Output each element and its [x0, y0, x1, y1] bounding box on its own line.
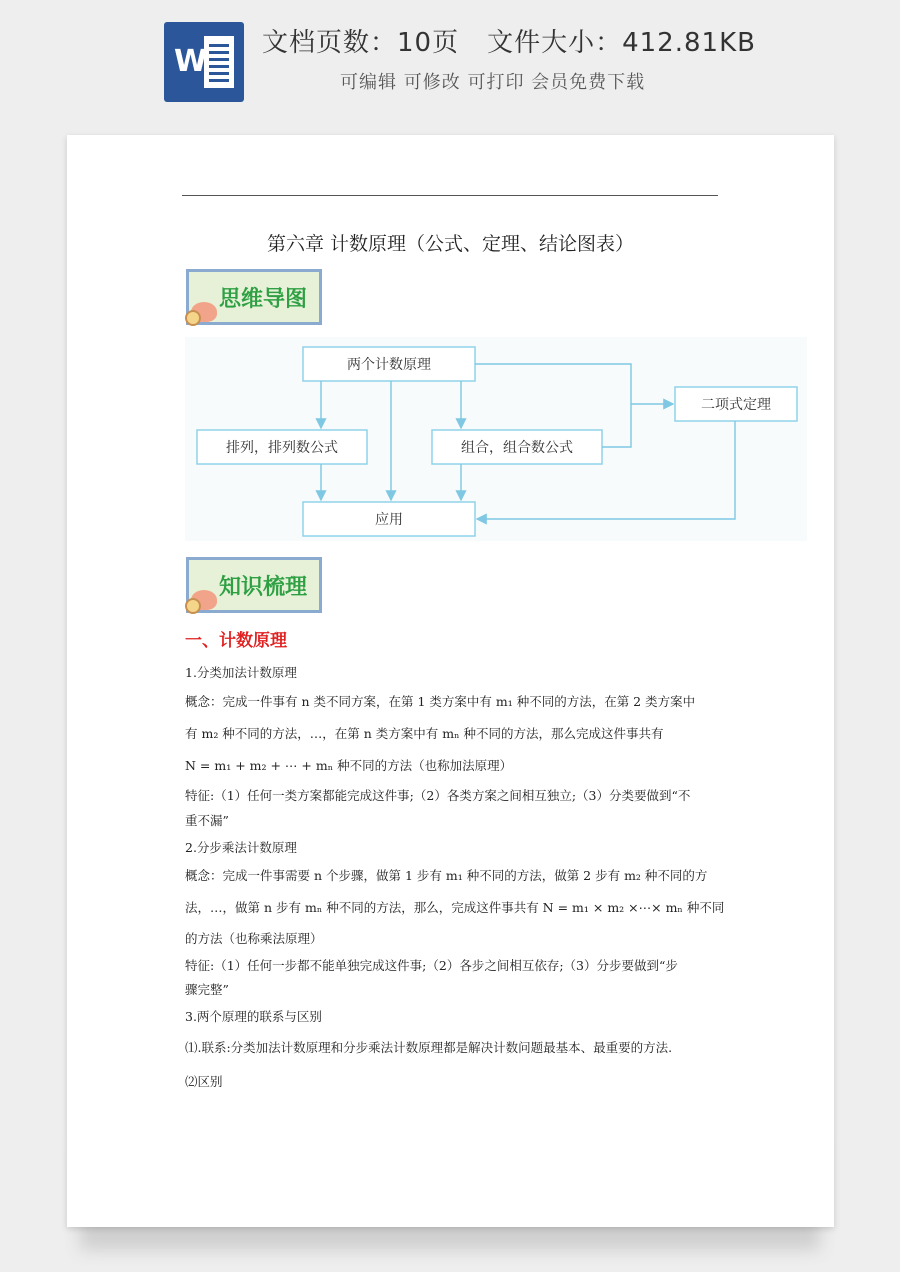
text-line: 法，…，做第 n 步有 mₙ 种不同的方法，那么，完成这件事共有 N = m₁ × m₂ ×⋯× mₙ 种不同	[185, 900, 725, 915]
text-line: 骤完整”	[185, 982, 229, 997]
text-line: 3.两个原理的联系与区别	[185, 1009, 322, 1024]
mind-map-diagram	[185, 337, 807, 541]
text-line: ⑵区别	[185, 1074, 223, 1089]
text-line: 2.分步乘法计数原理	[185, 840, 297, 855]
file-size: 文件大小：412.81KB	[487, 28, 756, 58]
node-middle-label: 组合，组合数公式	[461, 440, 573, 456]
text-line: 特征:（1）任何一步都不能单独完成这件事;（2）各步之间相互依存;（3）分步要做到“步	[185, 958, 678, 973]
text-line: ⑴.联系:分类加法计数原理和分步乘法计数原理都是解决计数问题最基本、最重要的方法.	[185, 1040, 673, 1055]
page-count: 文档页数：10页	[262, 28, 460, 58]
word-doc-icon	[164, 22, 244, 102]
node-left-label: 排列，排列数公式	[226, 440, 338, 456]
text-line: 重不漏”	[185, 813, 229, 828]
heading-counting-principles: 一、计数原理	[185, 631, 287, 651]
document-title: 第六章 计数原理（公式、定理、结论图表）	[266, 233, 635, 255]
banner-features: 可编辑 可修改 可打印 会员免费下载	[340, 72, 646, 93]
document-page	[67, 135, 834, 1227]
decor-icon	[185, 598, 201, 614]
section-label-mindmap: 思维导图	[186, 269, 322, 325]
node-bottom-label: 应用	[375, 512, 403, 528]
node-top-label: 两个计数原理	[347, 357, 431, 373]
node-right-label: 二项式定理	[701, 397, 771, 413]
word-letter: W	[174, 44, 208, 79]
text-line: 特征:（1）任何一类方案都能完成这件事;（2）各类方案之间相互独立;（3）分类要做到“不	[185, 788, 691, 803]
banner-title	[262, 22, 784, 59]
text-line: 1.分类加法计数原理	[185, 665, 297, 680]
text-line: 的方法（也称乘法原理）	[185, 931, 323, 946]
section-label-knowledge: 知识梳理	[186, 557, 322, 613]
text-line: 概念：完成一件事需要 n 个步骤，做第 1 步有 m₁ 种不同的方法，做第 2 步有 m₂ 种不同的方	[185, 868, 708, 883]
decor-icon	[185, 310, 201, 326]
text-line: N = m₁ + m₂ + ⋯ + mₙ 种不同的方法（也称加法原理）	[185, 758, 513, 773]
download-banner	[0, 0, 900, 120]
header-rule	[182, 195, 718, 196]
text-line: 有 m₂ 种不同的方法，…，在第 n 类方案中有 mₙ 种不同的方法，那么完成这件事共有	[185, 726, 664, 741]
text-line: 概念：完成一件事有 n 类不同方案，在第 1 类方案中有 m₁ 种不同的方法，在第 2 类方案中	[185, 694, 696, 709]
